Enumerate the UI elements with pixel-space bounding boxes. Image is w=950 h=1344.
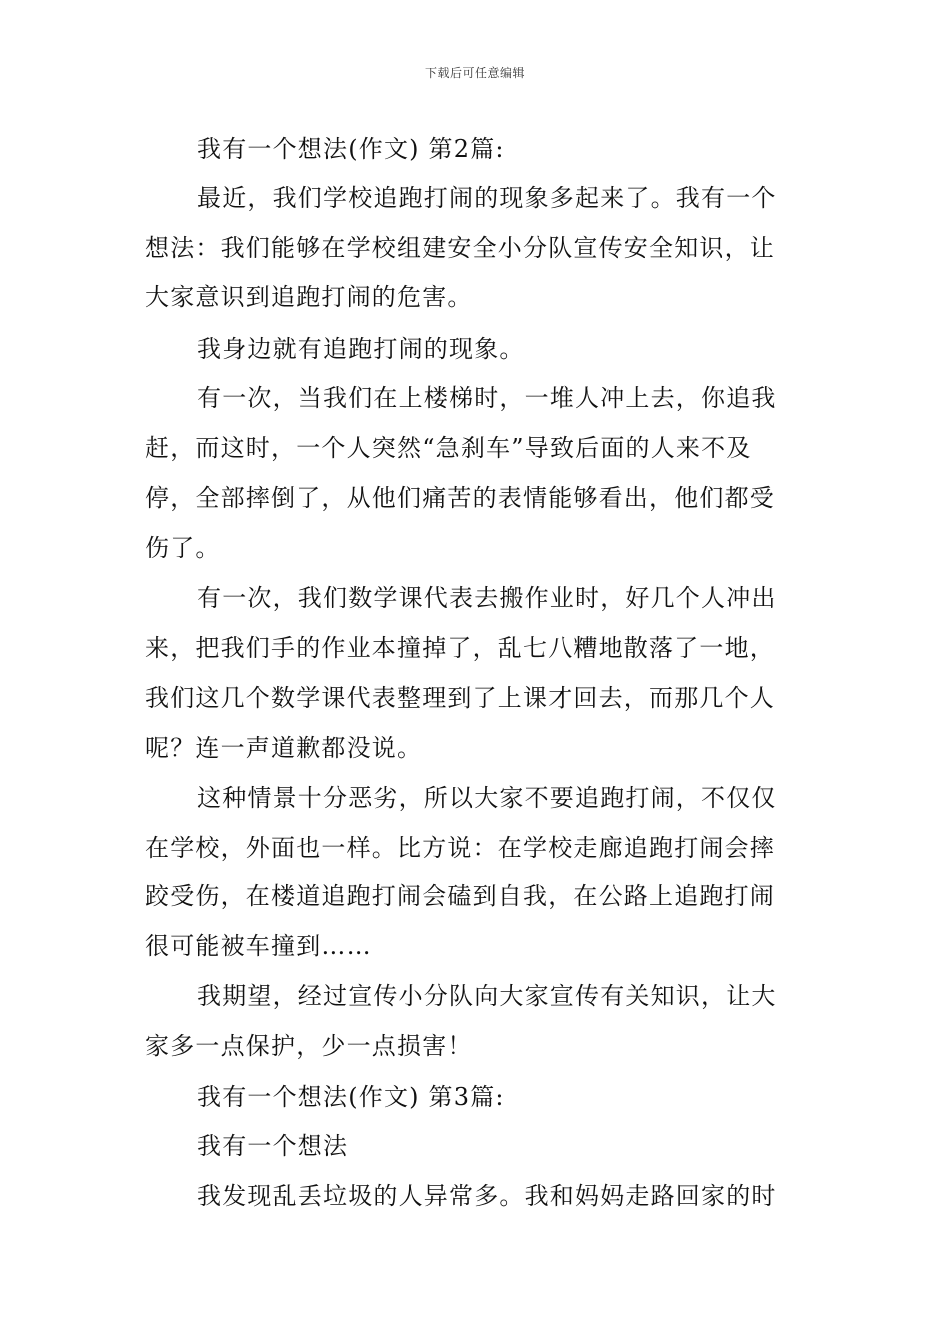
essay-title: 我有一个想法 (197, 1132, 349, 1160)
paragraph-line: 这种情景十分恶劣，所以大家不要追跑打闹，不仅仅 (197, 784, 777, 812)
paragraph-line: 我们这几个数学课代表整理到了上课才回去，而那几个人 (145, 684, 775, 712)
paragraph-line: 伤了。 (145, 534, 221, 562)
page-header: 下载后可任意编辑 (424, 66, 525, 80)
paragraph-line: 我发现乱丢垃圾的人异常多。我和妈妈走路回家的时 (197, 1182, 777, 1210)
paragraph-line: 大家意识到追跑打闹的危害。 (145, 283, 473, 311)
paragraph-line: 想法：我们能够在学校组建安全小分队宣传安全知识，让 (145, 234, 775, 262)
paragraph-line: 呢？连一声道歉都没说。 (145, 734, 423, 762)
paragraph-line: 来，把我们手的作业本撞掉了，乱七八糟地散落了一地， (145, 634, 775, 662)
paragraph-line: 我期望，经过宣传小分队向大家宣传有关知识，让大 (197, 982, 777, 1010)
paragraph-line: 我身边就有追跑打闹的现象。 (197, 335, 525, 363)
paragraph-line: 停，全部摔倒了，从他们痛苦的表情能够看出，他们都受 (145, 484, 775, 512)
paragraph-line: 很可能被车撞到…… (145, 932, 372, 960)
paragraph-line: 赶，而这时，一个人突然“急刹车”导致后面的人来不及 (145, 434, 752, 462)
paragraph-line: 有一次，当我们在上楼梯时，一堆人冲上去，你追我 (197, 384, 777, 412)
section-heading-2: 我有一个想法(作文) 第2篇: (197, 135, 505, 163)
paragraph-line: 家多一点保护，少一点损害！ (145, 1032, 473, 1060)
paragraph-line: 在学校，外面也一样。比方说：在学校走廊追跑打闹会摔 (145, 834, 775, 862)
paragraph-line: 最近，我们学校追跑打闹的现象多起来了。我有一个 (197, 184, 777, 212)
paragraph-line: 跤受伤，在楼道追跑打闹会磕到自我，在公路上追跑打闹 (145, 882, 775, 910)
section-heading-3: 我有一个想法(作文) 第3篇: (197, 1083, 505, 1111)
paragraph-line: 有一次，我们数学课代表去搬作业时，好几个人冲出 (197, 584, 777, 612)
